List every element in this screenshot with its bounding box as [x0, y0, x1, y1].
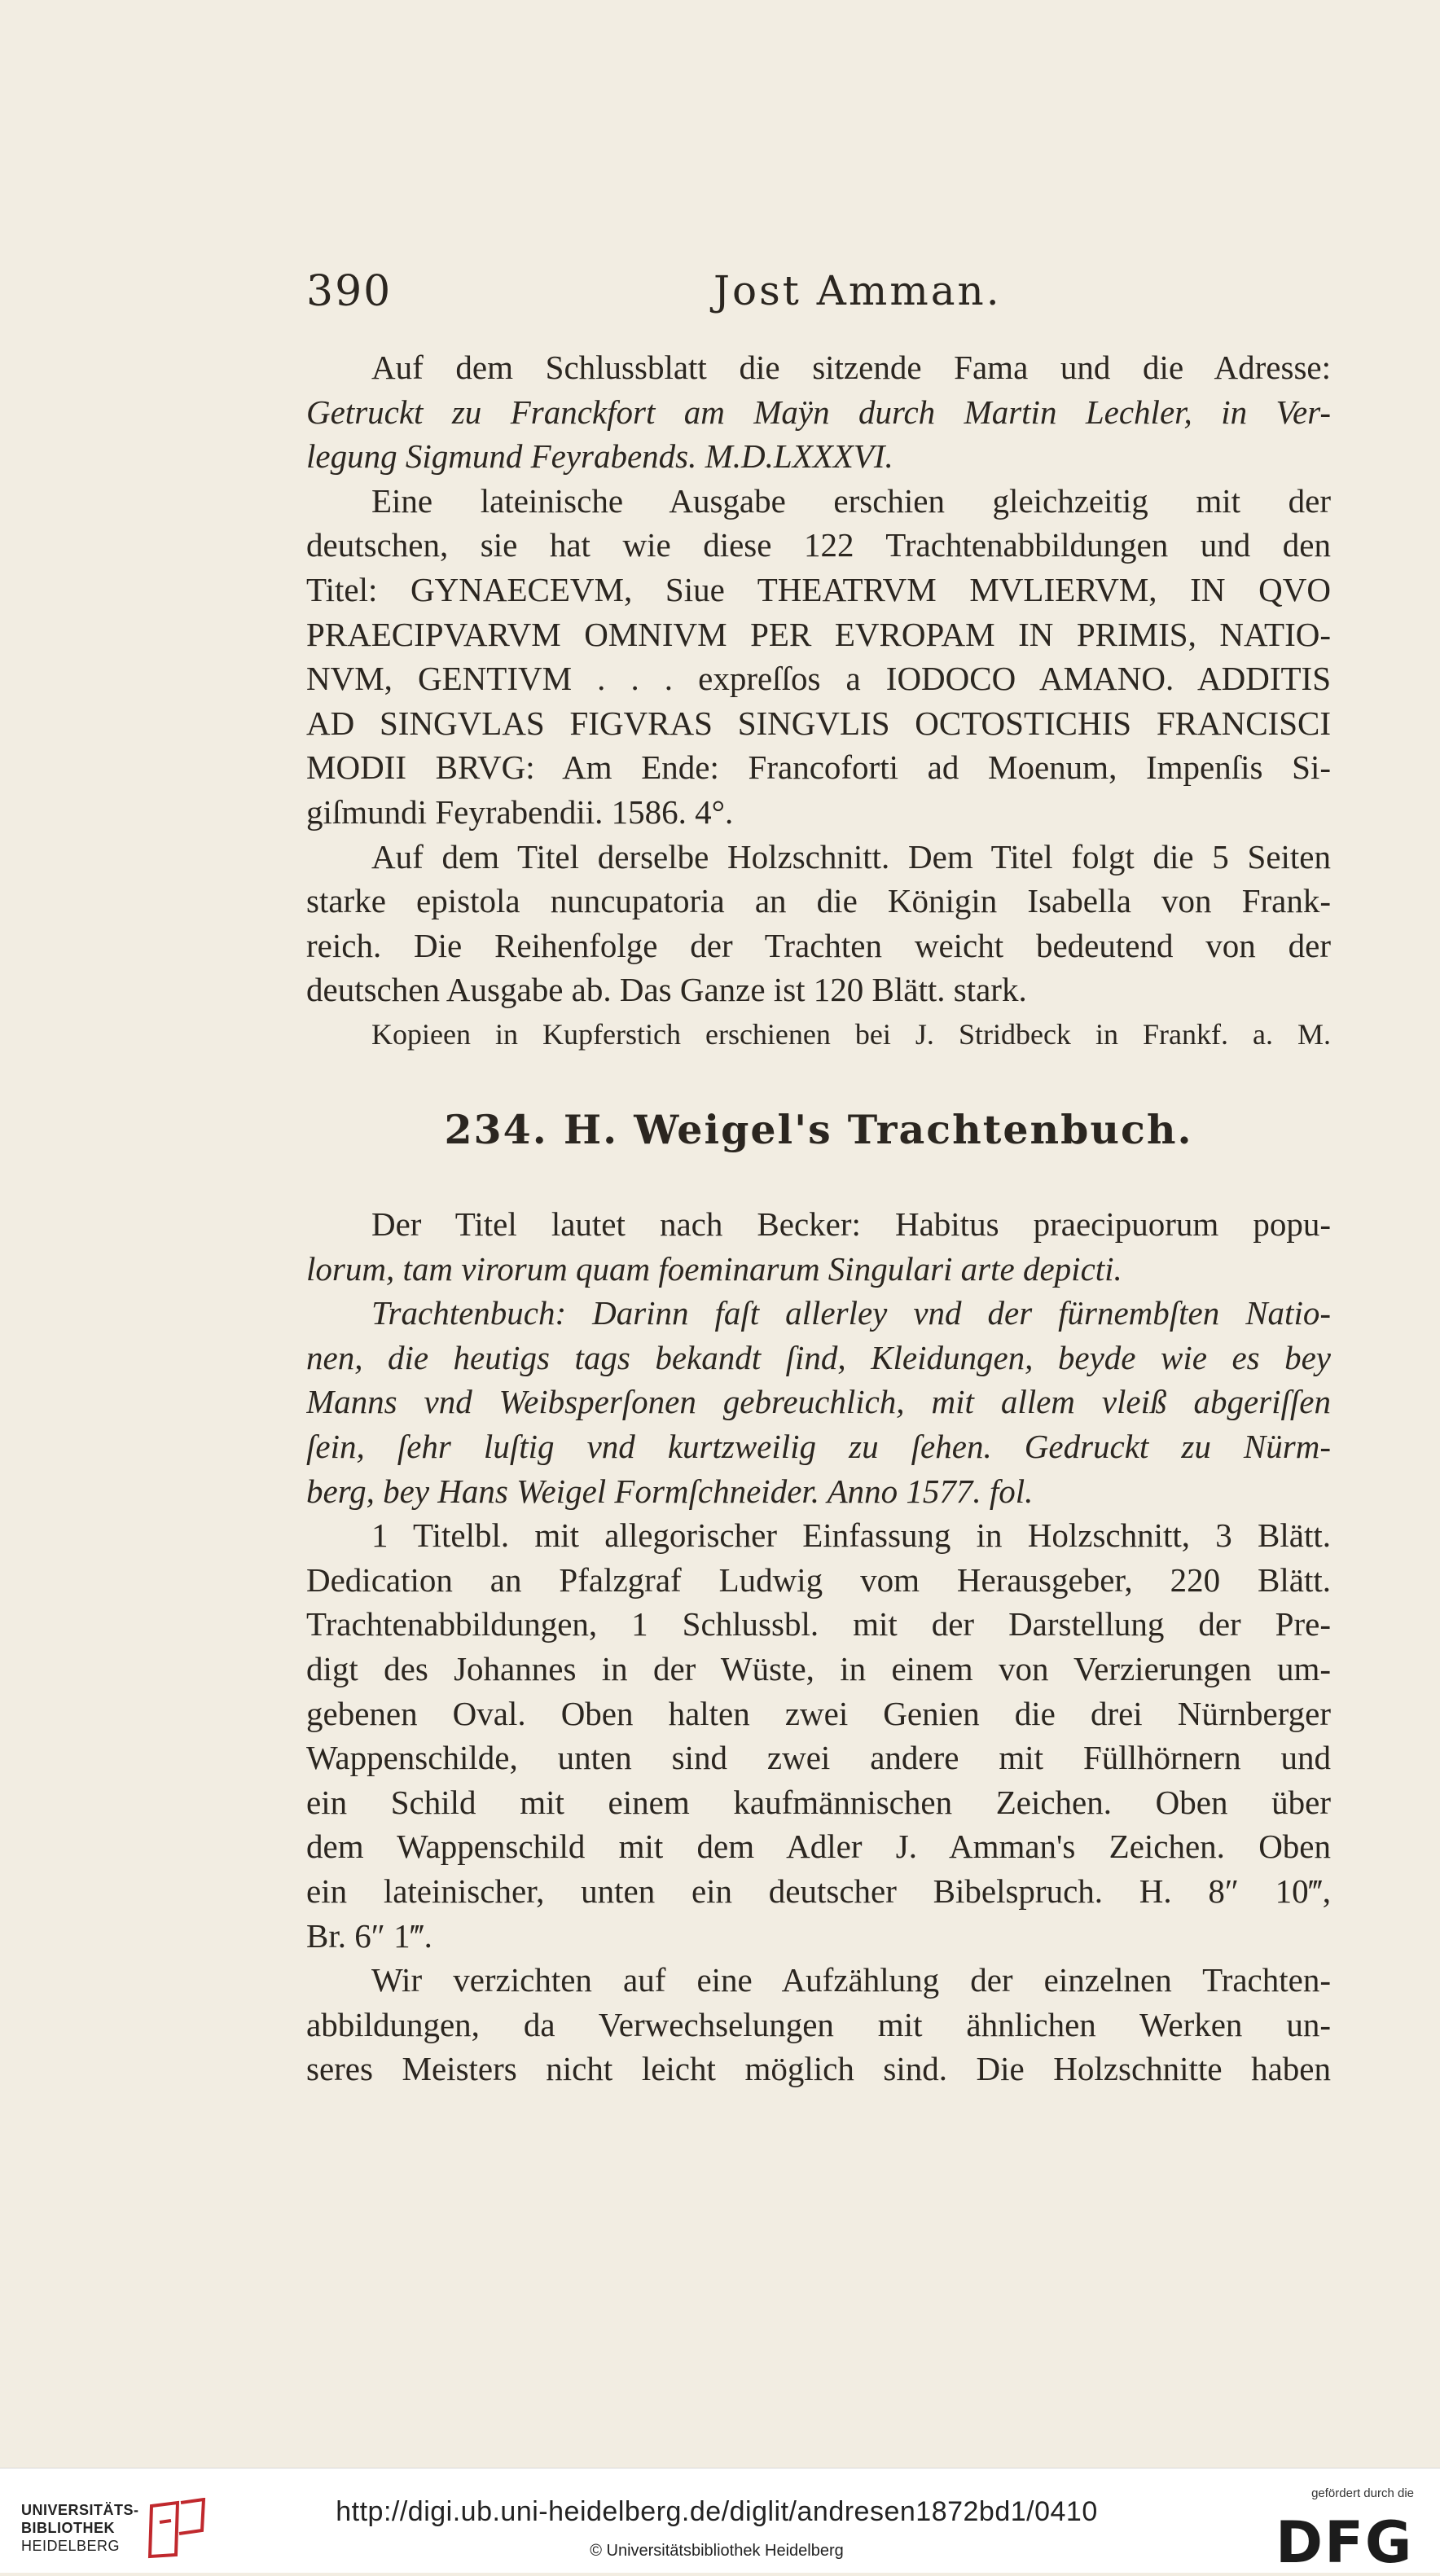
text-line: MODII BRVG: Am Ende: Francoforti ad Moenum, Impenſis Si-: [306, 748, 1331, 787]
text-line: reich. Die Reihenfolge der Trachten weicht bedeutend von der: [306, 926, 1331, 964]
text-line: dem Wappenschild mit dem Adler J. Amman's Zeichen. Oben: [306, 1828, 1331, 1866]
text-line: AD SINGVLAS FIGVRAS SINGVLIS OCTOSTICHIS FRANCISCI: [306, 704, 1331, 742]
section-heading: 234. H. Weigel's Trachtenbuch.: [444, 1106, 1193, 1153]
paragraph-p4: [306, 1012, 1331, 1057]
digitization-footer: [0, 2468, 1440, 2576]
text-line: Getruckt zu Franckfort am Maÿn durch Martin Lechler, in Ver-: [306, 393, 1331, 431]
running-head: [306, 267, 1331, 324]
text-line: giſmundi Feyrabendii. 1586. 4°.: [306, 792, 734, 831]
text-line: Trachtenbuch: Darinn faſt allerley vnd der fürnembſten Natio-: [371, 1294, 1331, 1332]
text-line: Manns vnd Weibsperſonen gebreuchlich, mit allem vleiß abgeriſſen: [306, 1383, 1331, 1421]
text-line: digt des Johannes in der Wüste, in einem von Verzierungen um-: [306, 1649, 1331, 1687]
text-line: NVM, GENTIVM . . . expreſſos a IODOCO AMANO. ADDITIS: [306, 660, 1331, 698]
library-name-line1: UNIVERSITÄTS-: [21, 2502, 139, 2518]
library-logo: [21, 2495, 209, 2560]
funder-logo: [1271, 2485, 1425, 2576]
text-line: deutschen Ausgabe ab. Das Ganze ist 120 Blätt. stark.: [306, 971, 1027, 1009]
text-line: PRAECIPVARVM OMNIVM PER EVROPAM IN PRIMIS, NATIO-: [306, 615, 1331, 653]
text-line: Br. 6″ 1‴.: [306, 1916, 432, 1955]
copyright-notice: © Universitätsbibliothek Heidelberg: [590, 2542, 844, 2560]
text-line: Dedication an Pfalzgraf Ludwig vom Herausgeber, 220 Blätt.: [306, 1560, 1331, 1599]
text-line: starke epistola nuncupatoria an die Königin Isabella von Frank-: [306, 882, 1331, 920]
paragraph-p1: [306, 345, 1331, 479]
library-name-line2: BIBLIOTHEK: [21, 2520, 115, 2536]
text-line: Titel: GYNAECEVM, Siue THEATRVM MVLIERVM, IN QVO: [306, 570, 1331, 608]
paragraph-p6: [306, 1291, 1331, 1513]
paragraph-p8: [306, 1958, 1331, 2091]
paragraph-p2: [306, 479, 1331, 835]
text-block-2: [306, 1202, 1331, 2091]
text-line: seres Meisters nicht leicht möglich sind. Die Holzschnitte haben: [306, 2050, 1331, 2088]
page-number: 390: [306, 267, 393, 316]
paragraph-p5: [306, 1202, 1331, 1291]
text-line: 1 Titelbl. mit allegorischer Einfassung in Holzschnitt, 3 Blätt.: [371, 1516, 1331, 1555]
text-line: ein Schild mit einem kaufmännischen Zeichen. Oben über: [306, 1783, 1331, 1821]
funded-by-text: gefördert durch die: [1311, 2486, 1414, 2500]
library-emblem-icon: [143, 2498, 209, 2560]
text-line: Kopieen in Kupferstich erschienen bei J. Stridbeck in Frankf. a. M.: [371, 1017, 1331, 1051]
text-line: Auf dem Schlussblatt die sitzende Fama und die Adresse:: [371, 349, 1331, 386]
text-line: Wir verzichten auf eine Aufzählung der einzelnen Trachten-: [371, 1961, 1331, 1999]
paragraph-p7: [306, 1513, 1331, 1958]
text-line: ſein, ſehr luſtig vnd kurtzweilig zu ſehen. Gedruckt zu Nürm-: [306, 1427, 1331, 1465]
text-line: Der Titel lautet nach Becker: Habitus praecipuorum popu-: [371, 1205, 1331, 1243]
permalink-url[interactable]: http://digi.ub.uni-heidelberg.de/diglit/andresen1872bd1/0410: [336, 2496, 1098, 2527]
library-name-line3: HEIDELBERG: [21, 2538, 121, 2554]
dfg-logo-icon: DFG: [1275, 2509, 1414, 2576]
text-line: Trachtenabbildungen, 1 Schlussbl. mit der Darstellung der Pre-: [306, 1605, 1331, 1643]
text-line: Wappenschilde, unten sind zwei andere mit Füllhörnern und: [306, 1739, 1331, 1777]
text-line: legung Sigmund Feyrabends. M.D.LXXXVI.: [306, 437, 893, 476]
text-line: berg, bey Hans Weigel Formſchneider. Anno 1577. fol.: [306, 1472, 1034, 1510]
text-line: nen, die heutigs tags bekandt ſind, Kleidungen, beyde wie es bey: [306, 1338, 1331, 1376]
text-line: lorum, tam virorum quam foeminarum Singulari arte depicti.: [306, 1249, 1122, 1288]
text-block-1: [306, 345, 1331, 1057]
text-line: gebenen Oval. Oben halten zwei Genien die drei Nürnberger: [306, 1694, 1331, 1732]
paragraph-p3: [306, 835, 1331, 1012]
text-line: deutschen, sie hat wie diese 122 Trachtenabbildungen und den: [306, 526, 1331, 564]
running-title: Jost Amman.: [713, 267, 1002, 314]
text-line: Auf dem Titel derselbe Holzschnitt. Dem Titel folgt die 5 Seiten: [371, 837, 1331, 875]
text-line: abbildungen, da Verwechselungen mit ähnlichen Werken un-: [306, 2005, 1331, 2043]
text-line: Eine lateinische Ausgabe erschien gleichzeitig mit der: [371, 481, 1331, 520]
text-line: ein lateinischer, unten ein deutscher Bibelspruch. H. 8″ 10‴,: [306, 1872, 1331, 1910]
